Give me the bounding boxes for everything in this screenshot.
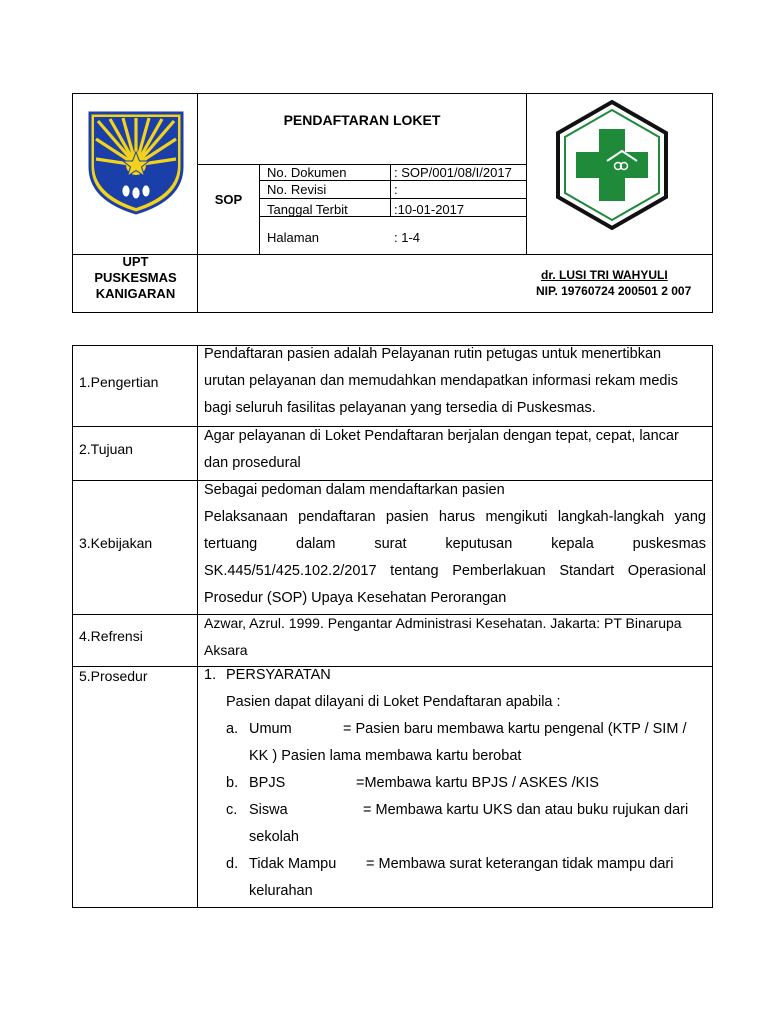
puskesmas-crest-logo [86,107,186,217]
item-name-siswa: Siswa [249,802,288,818]
item-desc2-tidak-mampu: kelurahan [249,883,313,899]
sop-label: SOP [214,192,243,207]
field-label-tanggal-terbit: Tanggal Terbit [267,202,348,217]
organization-name: UPT PUSKESMAS KANIGARAN [94,254,177,301]
item-desc-bpjs: =Membawa kartu BPJS / ASKES /KIS [356,775,599,791]
section-label-pengertian: 1.Pengertian [79,374,159,390]
field-value-no-dokumen: : SOP/001/08/I/2017 [394,165,512,180]
item-name-tidak-mampu: Tidak Mampu [249,856,337,872]
section-text-kebijakan: Sebagai pedoman dalam mendaftarkan pasien Pelaksanaan pendaftaran pasien harus mengikuti langkah-langkah yang tertuang dalam surat keputusan kepala puskesmas SK.445/51/425.102.2/2017 tentang Pemberlakuan Standart Operasional Prosedur (SOP) Upaya Kesehatan Perorangan [204,482,706,606]
section-text-tujuan: Agar pelayanan di Loket Pendaftaran berjalan dengan tepat, cepat, lancar dan prosedural [204,428,679,471]
field-value-no-revisi: : [394,182,398,197]
prosedur-intro: Pasien dapat dilayani di Loket Pendaftaran apabila : [226,694,561,710]
item-desc-siswa: = Membawa kartu UKS dan atau buku rujukan dari [363,802,689,818]
field-value-halaman: : 1-4 [394,230,421,245]
item-letter-a: a. [226,721,239,737]
health-cross-logo [552,99,672,231]
item-letter-b: b. [226,775,239,791]
section-label-kebijakan: 3.Kebijakan [79,535,153,551]
section-text-pengertian: Pendaftaran pasien adalah Pelayanan rutin petugas untuk menertibkan urutan pelayanan dan memudahkan mendapatkan informasi rekam medis bagi seluruh fasilitas pelayanan yang tersedia di Puskesmas. [204,346,678,416]
field-label-halaman: Halaman [267,230,320,245]
item-desc2-siswa: sekolah [249,829,299,845]
item-desc2-umum: KK ) Pasien lama membawa kartu berobat [249,748,522,764]
item-name-bpjs: BPJS [249,775,286,791]
signer-nip: NIP. 19760724 200501 2 007 [536,284,692,298]
item-letter-c: c. [226,802,238,818]
signer-name: dr. LUSI TRI WAHYULI [541,268,668,282]
item-name-umum: Umum [249,721,292,737]
content-table [72,345,713,908]
section-label-tujuan: 2.Tujuan [79,441,133,457]
field-label-no-revisi: No. Revisi [267,182,327,197]
item-desc-tidak-mampu: = Membawa surat keterangan tidak mampu dari [366,856,674,872]
prosedur-heading: PERSYARATAN [226,667,331,683]
header-table [72,93,713,313]
item-desc-umum: = Pasien baru membawa kartu pengenal (KTP / SIM / [343,721,687,737]
document-title: PENDAFTARAN LOKET [283,112,441,128]
section-label-prosedur: 5.Prosedur [79,668,148,684]
field-label-no-dokumen: No. Dokumen [267,165,347,180]
field-value-tanggal-terbit: :10-01-2017 [394,202,465,217]
prosedur-heading-number: 1. [204,667,217,683]
section-label-refrensi: 4.Refrensi [79,628,143,644]
item-letter-d: d. [226,856,239,872]
section-text-refrensi: Azwar, Azrul. 1999. Pengantar Administrasi Kesehatan. Jakarta: PT Binarupa Aksara [204,615,682,658]
